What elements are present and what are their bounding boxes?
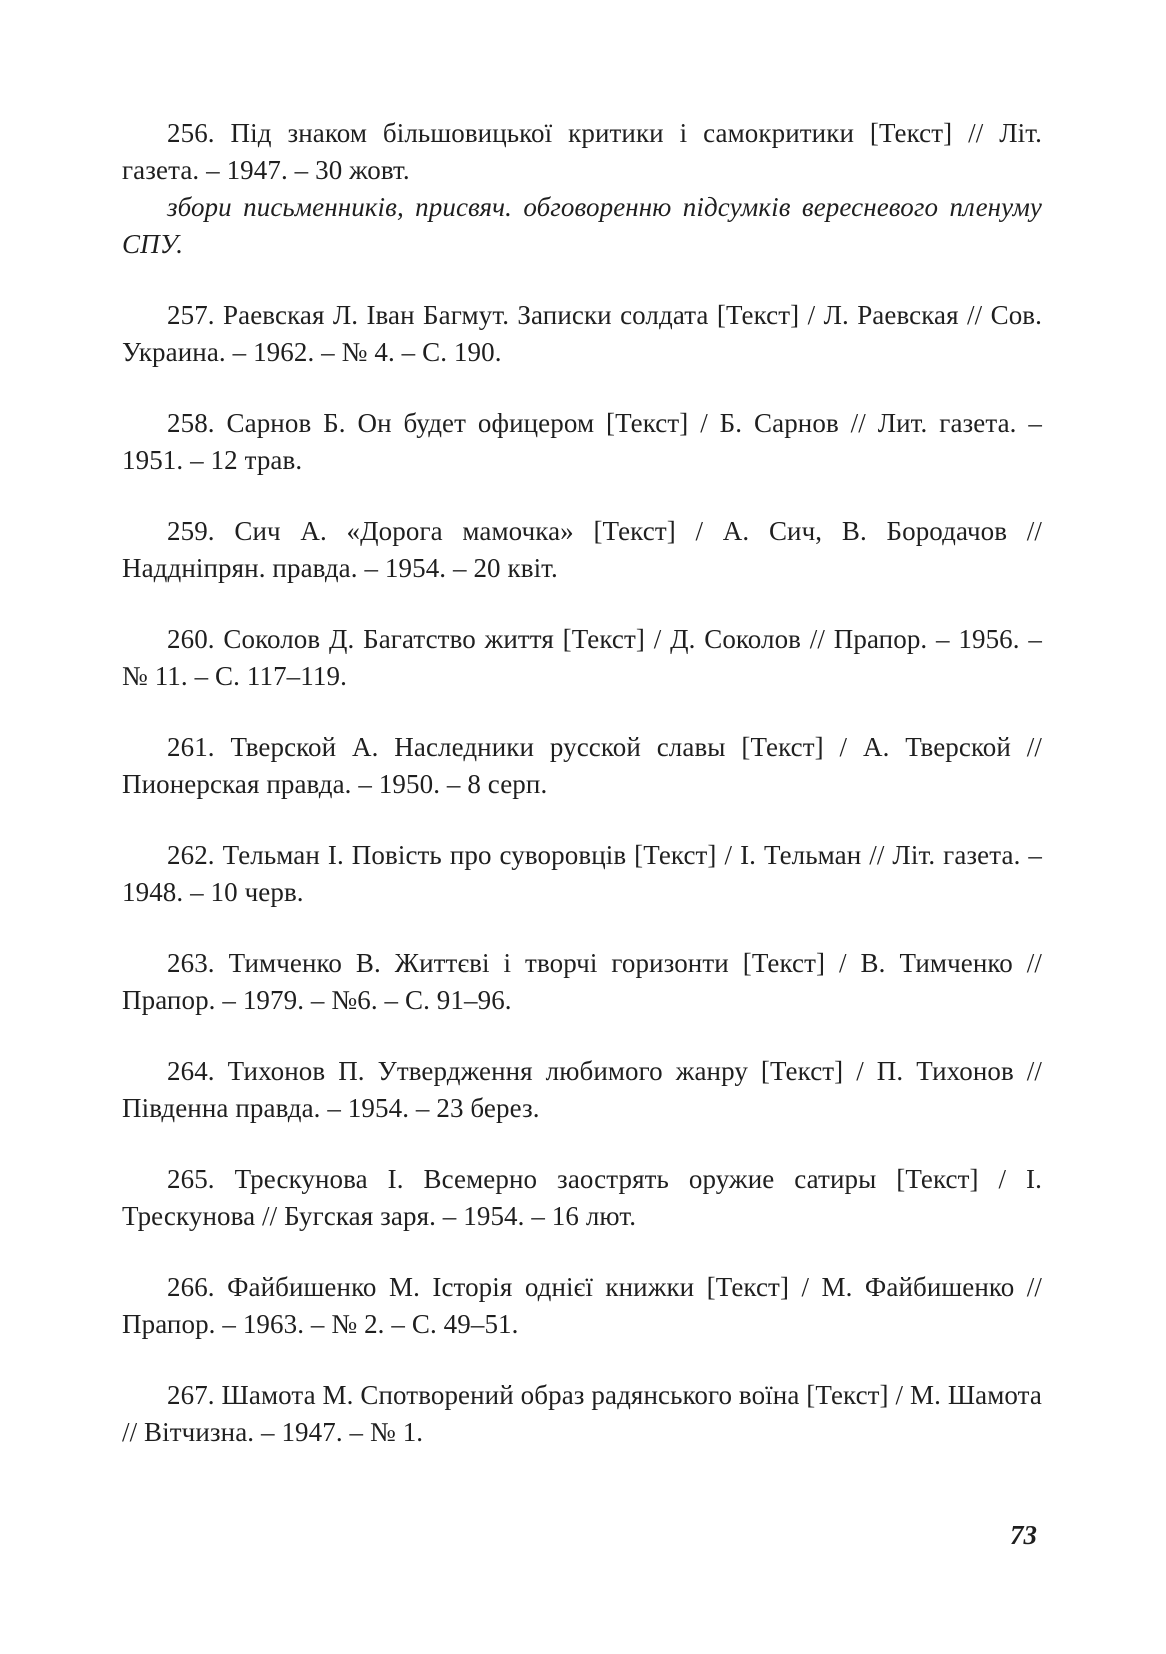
entry-text: 266. Файбишенко М. Історія однієї книжки [Текст] / М. Файбишенко // Прапор. – 1963. – № 2. – С. 49–51. (122, 1272, 1042, 1339)
bibliography-entry (122, 1053, 1042, 1127)
entry-text: 264. Тихонов П. Утвердження любимого жанру [Текст] / П. Тихонов // Південна правда. – 1954. – 23 берез. (122, 1056, 1042, 1123)
entry-text: 259. Сич А. «Дорога мамочка» [Текст] / А. Сич, В. Бородачов // Наддніпрян. правда. – 1954. – 20 квіт. (122, 516, 1042, 583)
entry-text: 256. Під знаком більшовицької критики і самокритики [Текст] // Літ. газета. – 1947. – 30 жовт. (122, 118, 1042, 185)
bibliography-entry (122, 1377, 1042, 1451)
bibliography-entry (122, 513, 1042, 587)
entry-text: 262. Тельман І. Повість про суворовців [Текст] / І. Тельман // Літ. газета. – 1948. – 10 черв. (122, 840, 1042, 907)
bibliography-entry (122, 945, 1042, 1019)
bibliography-entry (122, 115, 1042, 263)
bibliography-entry (122, 729, 1042, 803)
entry-text: 258. Сарнов Б. Он будет офицером [Текст] / Б. Сарнов // Лит. газета. – 1951. – 12 трав. (122, 408, 1042, 475)
bibliography-entry (122, 837, 1042, 911)
bibliography-entry (122, 1269, 1042, 1343)
bibliography-entry (122, 297, 1042, 371)
entry-text: 265. Трескунова І. Всемерно заострять оружие сатиры [Текст] / І. Трескунова // Бугская заря. – 1954. – 16 лют. (122, 1164, 1042, 1231)
entry-text: 267. Шамота М. Спотворений образ радянського воїна [Текст] / М. Шамота // Вітчизна. – 1947. – № 1. (122, 1380, 1042, 1447)
entry-text: 260. Соколов Д. Багатство життя [Текст] / Д. Соколов // Прапор. – 1956. – № 11. – С. 117–119. (122, 624, 1042, 691)
bibliography-list (122, 115, 1042, 1485)
entry-text: 261. Тверской А. Наследники русской славы [Текст] / А. Тверской // Пионерская правда. – 1950. – 8 серп. (122, 732, 1042, 799)
bibliography-entry (122, 621, 1042, 695)
entry-text: 257. Раевская Л. Іван Багмут. Записки солдата [Текст] / Л. Раевская // Сов. Украина. – 1962. – № 4. – С. 190. (122, 300, 1042, 367)
bibliography-entry (122, 1161, 1042, 1235)
entry-note: збори письменників, присвяч. обговоренню підсумків вересневого пленуму СПУ. (122, 192, 1042, 259)
page-number: 73 (1010, 1520, 1037, 1550)
entry-text: 263. Тимченко В. Життєві і творчі горизонти [Текст] / В. Тимченко // Прапор. – 1979. – №6. – С. 91–96. (122, 948, 1042, 1015)
bibliography-entry (122, 405, 1042, 479)
